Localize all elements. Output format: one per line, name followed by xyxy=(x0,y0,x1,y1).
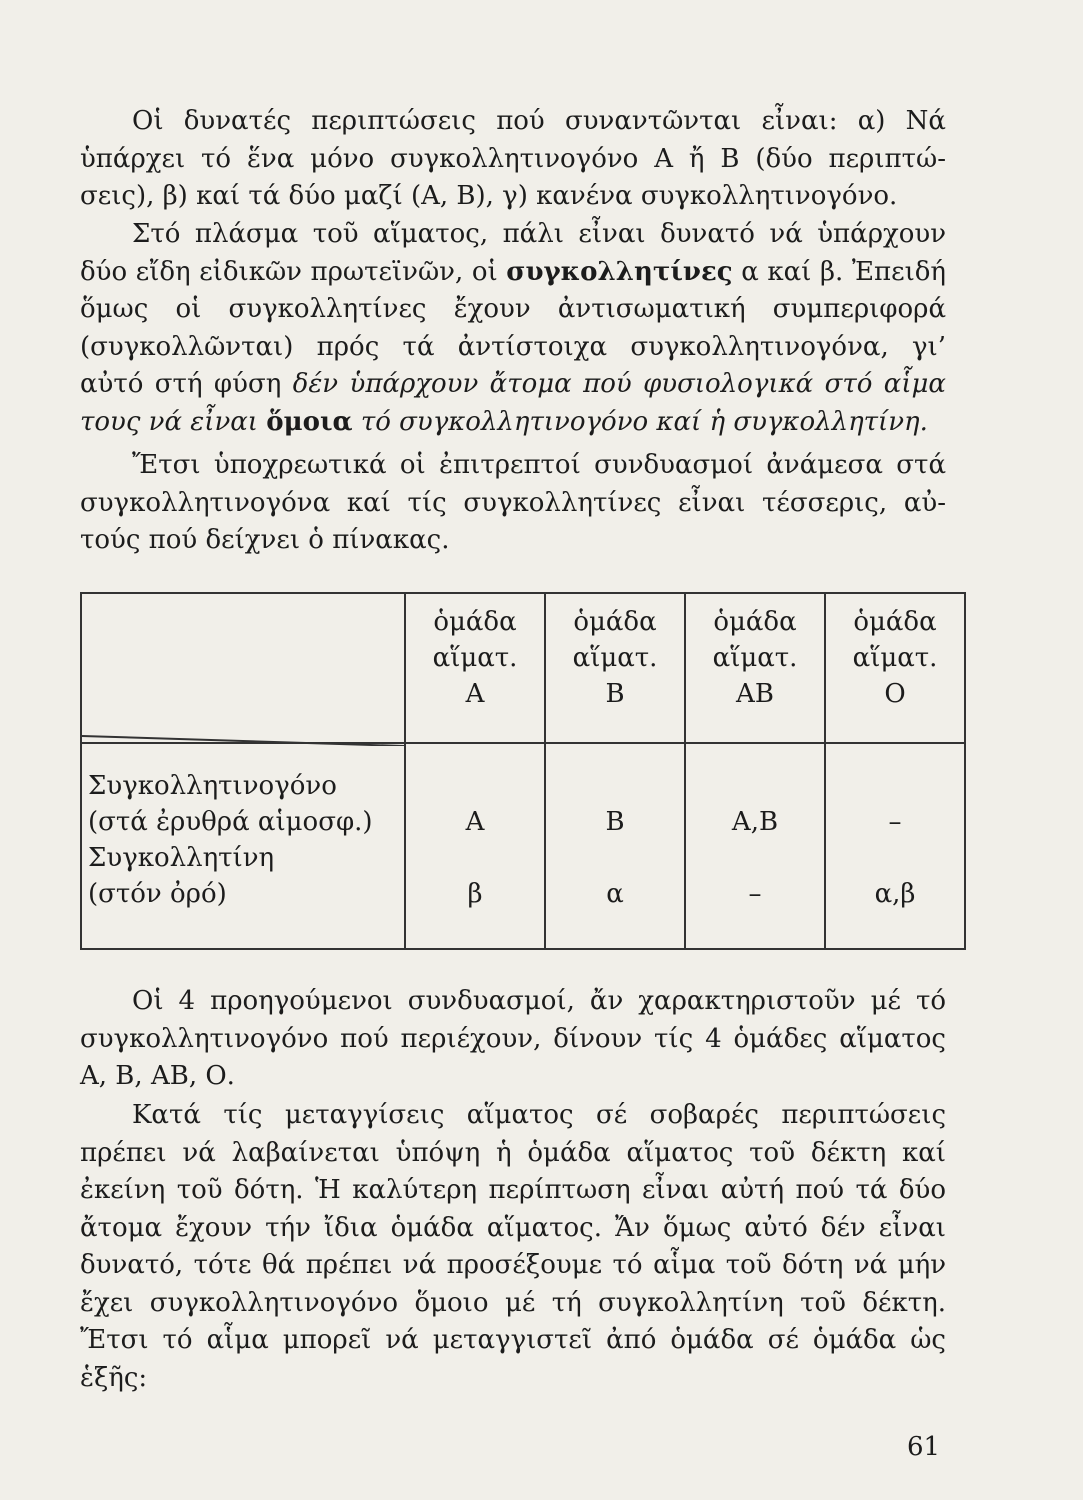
table-corner xyxy=(81,593,405,743)
text-line: (συγκολλῶνται) πρός τά ἀντίστοιχα συγκολλητινογόνα, γι’ xyxy=(80,331,946,362)
header-group-o: ὁμάδα αἵματ. Ο xyxy=(825,593,965,743)
text-line: Στό πλάσμα τοῦ αἵματος, πάλι εἶναι δυνατό νά ὑπάρχουν xyxy=(132,219,946,249)
text-line: ἐκείνη τοῦ δότη. Ἡ καλύτερη περίπτωση εἶναι αὐτή πού τά δύο xyxy=(80,1175,946,1205)
text-line: Ἔτσι τό αἷμα μπορεῖ νά μεταγγιστεῖ ἀπό ὁμάδα σέ ὁμάδα ὡς xyxy=(80,1325,946,1355)
text-line: ἔχει συγκολλητινογόνο ὅμοιο μέ τή συγκολλητίνη τοῦ δέκτη. xyxy=(80,1287,946,1318)
paragraph-3 xyxy=(80,447,946,560)
cell-group-b xyxy=(545,743,685,949)
header-group-ab: ὁμάδα αἵματ. ΑΒ xyxy=(685,593,825,743)
paragraph-4 xyxy=(80,983,946,1096)
text-line: Οἱ 4 προηγούμενοι συνδυασμοί, ἄν χαρακτηριστοῦν μέ τό xyxy=(132,986,946,1016)
agglutinin-value: α xyxy=(606,879,624,909)
paragraph-2 xyxy=(80,216,946,441)
bold-term: συγκολλητίνες xyxy=(506,256,733,287)
paragraph-1 xyxy=(80,103,946,216)
text-line: Οἱ δυνατές περιπτώσεις πού συναντῶνται εἶναι: α) Νά xyxy=(132,106,946,136)
text-line: τους νά εἶναι ὅμοια τό συγκολλητινογόνο καί ἡ συγκολλητίνη. xyxy=(80,406,928,437)
agglutinin-value: α,β xyxy=(874,879,916,909)
text-line: σεις), β) καί τά δύο μαζί (Α, Β), γ) κανένα συγκολλητινογόνο. xyxy=(80,181,898,211)
cell-group-ab xyxy=(685,743,825,949)
text-line: συγκολλητινογόνο πού περιέχουν, δίνουν τίς 4 ὁμάδες αἵματος xyxy=(80,1023,946,1054)
agglutinogen-value: Α,Β xyxy=(731,807,779,837)
text-line: δύο εἴδη εἰδικῶν πρωτεϊνῶν, οἱ συγκολλητίνες α καί β. Ἐπειδή xyxy=(80,256,946,287)
blood-group-table xyxy=(80,592,966,950)
text-line: ἑξῆς: xyxy=(80,1362,148,1393)
cell-group-a xyxy=(405,743,545,949)
row-labels: Συγκολλητινογόνο (στά ἐρυθρά αἱμοσφ.) Συγκολλητίνη (στόν ὀρό) xyxy=(81,743,405,949)
page-number: 61 xyxy=(907,1432,941,1462)
diagonal-line xyxy=(82,594,404,746)
text-line: Α, Β, ΑΒ, Ο. xyxy=(80,1061,235,1091)
agglutinogen-value: – xyxy=(888,807,902,837)
header-group-b: ὁμάδα αἵματ. Β xyxy=(545,593,685,743)
text-line: ὅμως οἱ συγκολλητίνες ἔχουν ἀντισωματική συμπεριφορά xyxy=(80,294,946,324)
agglutinogen-value: Α xyxy=(465,807,485,837)
text-line: συγκολλητινογόνα καί τίς συγκολλητίνες εἶναι τέσσερις, αὐ- xyxy=(80,487,946,518)
text-line: Ἔτσι ὑποχρεωτικά οἱ ἐπιτρεπτοί συνδυασμοί ἀνάμεσα στά xyxy=(132,450,946,480)
text-line: Κατά τίς μεταγγίσεις αἵματος σέ σοβαρές περιπτώσεις xyxy=(132,1100,946,1130)
text-line: δυνατό, τότε θά πρέπει νά προσέξουμε τό αἷμα τοῦ δότη νά μήν xyxy=(80,1250,946,1280)
text-line: ἄτομα ἔχουν τήν ἴδια ὁμάδα αἵματος. Ἄν ὅμως αὐτό δέν εἶναι xyxy=(80,1212,946,1243)
paragraph-5 xyxy=(80,1097,946,1397)
text-line: πρέπει νά λαβαίνεται ὑπόψη ἡ ὁμάδα αἵματος τοῦ δέκτη καί xyxy=(80,1137,946,1168)
header-group-a: ὁμάδα αἵματ. Α xyxy=(405,593,545,743)
cell-group-o xyxy=(825,743,965,949)
text-line: τούς πού δείχνει ὁ πίνακας. xyxy=(80,525,450,555)
bold-term: ὅμοια xyxy=(266,406,353,437)
agglutinin-value: β xyxy=(467,879,483,909)
italic-text: δέν ὑπάρχουν ἄτομα πού φυσιολογικά στό αἷμα xyxy=(292,369,946,399)
agglutinogen-value: Β xyxy=(605,807,625,837)
agglutinin-value: – xyxy=(748,879,762,909)
text-line: αὐτό στή φύση δέν ὑπάρχουν ἄτομα πού φυσιολογικά στό αἷμα xyxy=(80,369,946,399)
text-line: ὑπάρχει τό ἕνα μόνο συγκολλητινογόνο Α ἤ Β (δύο περιπτώ- xyxy=(80,143,946,174)
